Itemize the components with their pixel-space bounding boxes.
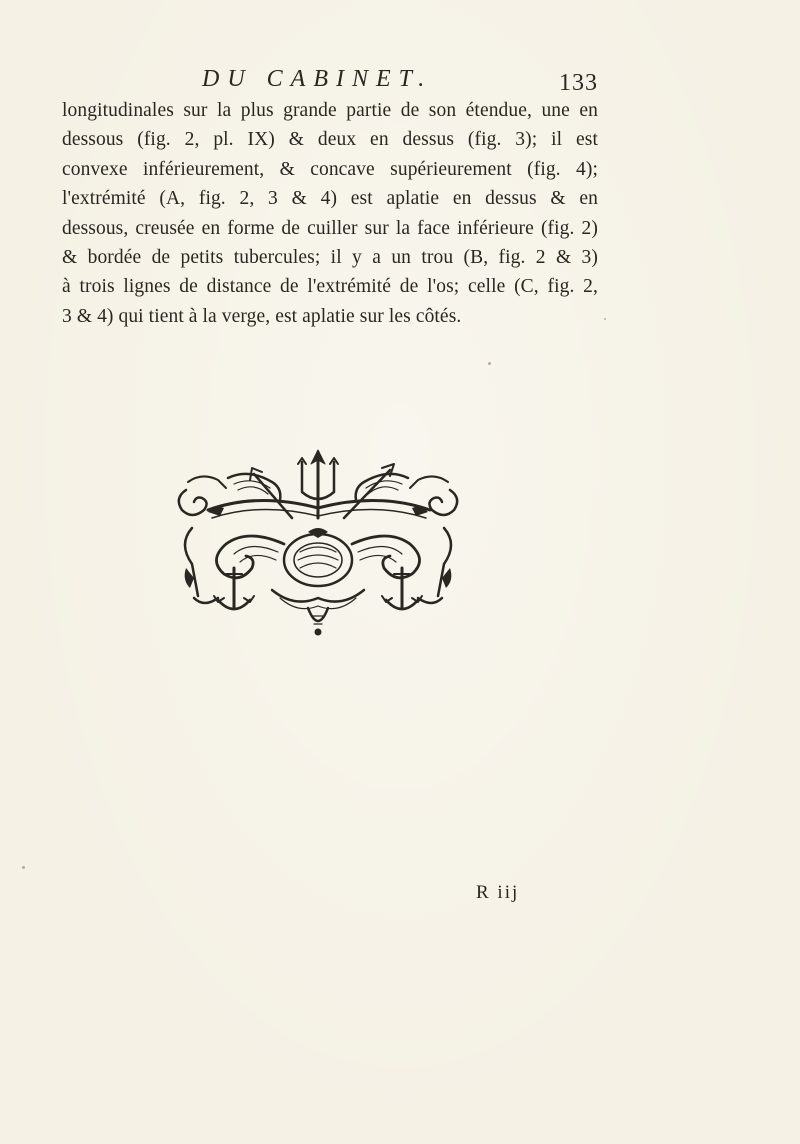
- running-title: DU CABINET.: [202, 66, 433, 92]
- text-line: dessous (fig. 2, pl. IX) & deux en dessus (fig. 3); il est: [62, 129, 598, 151]
- paper-fleck: [488, 362, 491, 365]
- running-head: [62, 66, 598, 100]
- paper-fleck: [22, 866, 25, 869]
- text-line: à trois lignes de distance de l'extrémité de l'os; celle (C, fig. 2,: [62, 276, 598, 298]
- text-line: dessous, creusée en forme de cuiller sur la face inférieure (fig. 2): [62, 217, 598, 239]
- page-number: 133: [559, 70, 598, 96]
- text-line: convexe inférieurement, & concave supérieurement (fig. 4);: [62, 158, 598, 180]
- text-line: l'extrémité (A, fig. 2, 3 & 4) est aplatie en dessus & en: [62, 188, 598, 210]
- body-text: [62, 96, 598, 331]
- paper-fleck: [604, 318, 606, 320]
- signature-mark: R iij: [476, 882, 520, 903]
- text-line: & bordée de petits tubercules; il y a un trou (B, fig. 2 & 3): [62, 247, 598, 269]
- decorative-vignette-icon: [168, 448, 468, 638]
- text-line: 3 & 4) qui tient à la verge, est aplatie sur les côtés.: [62, 305, 462, 327]
- text-line: longitudinales sur la plus grande partie de son étendue, une en: [62, 100, 598, 121]
